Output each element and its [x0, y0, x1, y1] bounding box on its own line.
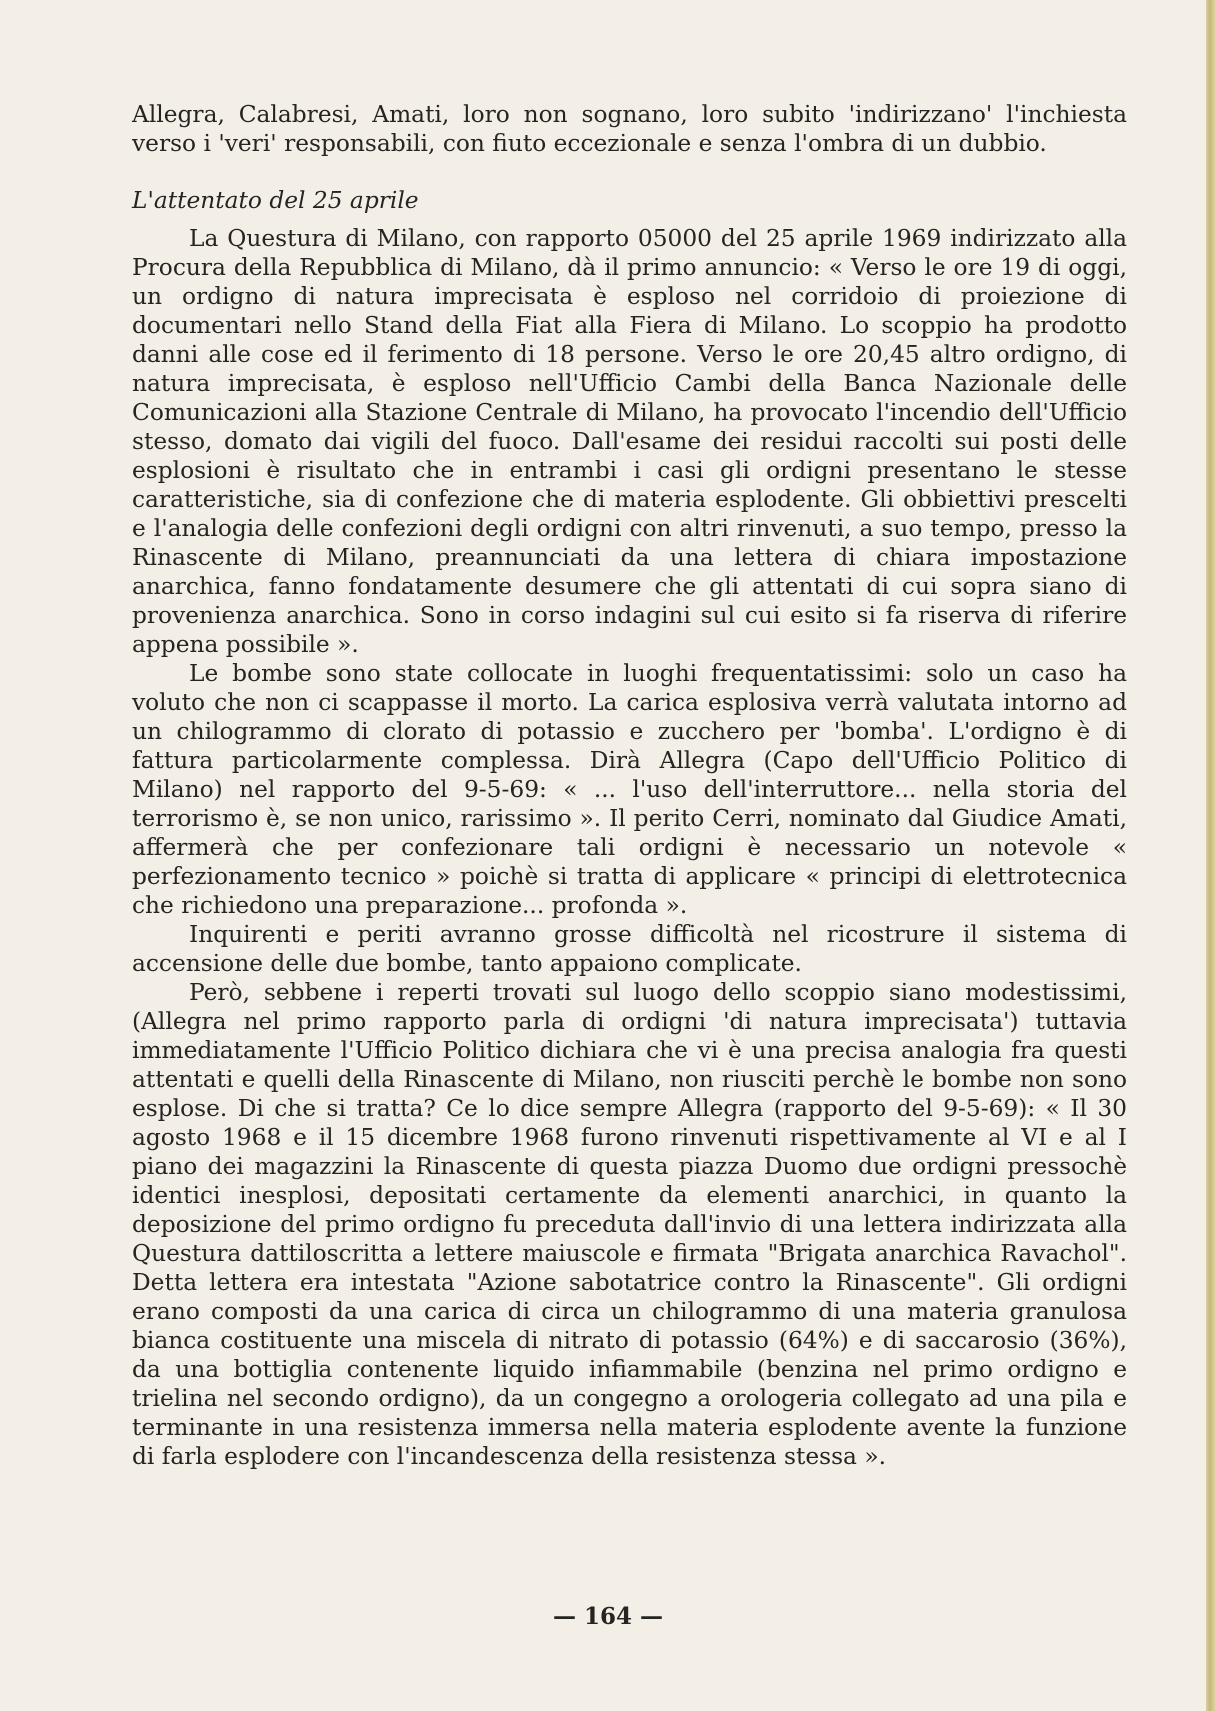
page-edge-binding [1206, 0, 1216, 1711]
paragraph-questura-report: La Questura di Milano, con rapporto 05000 del 25 aprile 1969 indirizzato alla Procura della Repubblica di Milano, dà il primo annuncio: « Verso le ore 19 di oggi, un ordigno di natura imprecisata è esploso nel corridoio di proiezione di documentari nello Stand della Fiat alla Fiera di Milano. Lo scoppio ha prodotto danni alle cose ed il ferimento di 18 persone. Verso le ore 20,45 altro ordigno, di natura imprecisata, è esploso nell'Ufficio Cambi della Banca Nazionale delle Comunicazioni alla Stazione Centrale di Milano, ha provocato l'incendio dell'Ufficio stesso, domato dai vigili del fuoco. Dall'esame dei residui raccolti sui posti delle esplosioni è risultato che in entrambi i casi gli ordigni presentano le stesse caratteristiche, sia di confezione che di materia esplodente. Gli obbiettivi prescelti e l'analogia delle confezioni degli ordigni con altri rinvenuti, a suo tempo, presso la Rinascente di Milano, preannunciati da una lettera di chiara impostazione anarchica, fanno fondatamente desumere che gli attentati di cui sopra siano di provenienza anarchica. Sono in corso indagini sul cui esito si fa riserva di riferire appena possibile ». [132, 225, 1127, 658]
section-heading: L'attentato del 25 aprile [132, 187, 419, 214]
intro-paragraph: Allegra, Calabresi, Amati, loro non sognano, loro subito 'indirizzano' l'inchiesta verso i 'veri' responsabili, con fiuto eccezionale e senza l'ombra di un dubbio. [132, 101, 1127, 157]
paragraph-rinascente-analogy: Però, sebbene i reperti trovati sul luogo dello scoppio siano modestissimi, (Allegra nel primo rapporto parla di ordigni 'di natura imprecisata') tuttavia immediatamente l'Ufficio Politico dichiara che vi è una precisa analogia fra questi attentati e quelli della Rinascente di Milano, non riusciti perchè le bombe non sono esplose. Di che si tratta? Ce lo dice sempre Allegra (rapporto del 9-5-69): « Il 30 agosto 1968 e il 15 dicembre 1968 furono rinvenuti rispettivamente al VI e al I piano dei magazzini la Rinascente di questa piazza Duomo due ordigni pressochè identici inesplosi, depositati certamente da elementi anarchici, in quanto la deposizione del primo ordigno fu preceduta dall'invio di una lettera indirizzata alla Questura dattiloscritta a lettere maiuscole e firmata "Brigata anarchica Ravachol". Detta lettera era intestata "Azione sabotatrice contro la Rinascente". Gli ordigni erano composti da una carica di circa un chilogrammo di una materia granulosa bianca costituente una miscela di nitrato di potassio (64%) e di saccarosio (36%), da una bottiglia contenente liquido infiammabile (benzina nel primo ordigno e trielina nel secondo ordigno), da un congegno a orologeria collegato ad una pila e terminante in una resistenza immersa nella materia esplodente avente la funzione di farla esplodere con l'incandescenza della resistenza stessa ». [132, 979, 1127, 1470]
paragraph-investigators: Inquirenti e periti avranno grosse difficoltà nel ricostrure il sistema di accensione delle due bombe, tanto appaiono complicate. [132, 921, 1127, 977]
page-number: — 164 — [552, 1603, 664, 1630]
paragraph-bombs-placement: Le bombe sono state collocate in luoghi frequentatissimi: solo un caso ha voluto che non ci scappasse il morto. La carica esplosiva verrà valutata intorno ad un chilogrammo di clorato di potassio e zucchero per 'bomba'. L'ordigno è di fattura particolarmente complessa. Dirà Allegra (Capo dell'Ufficio Politico di Milano) nel rapporto del 9-5-69: « ... l'uso dell'interruttore... nella storia del terrorismo è, se non unico, rarissimo ». Il perito Cerri, nominato dal Giudice Amati, affermerà che per confezionare tali ordigni è necessario un notevole « perfezionamento tecnico » poichè si tratta di applicare « principi di elettrotecnica che richiedono una preparazione... profonda ». [132, 660, 1127, 919]
page-body [132, 100, 1127, 1471]
